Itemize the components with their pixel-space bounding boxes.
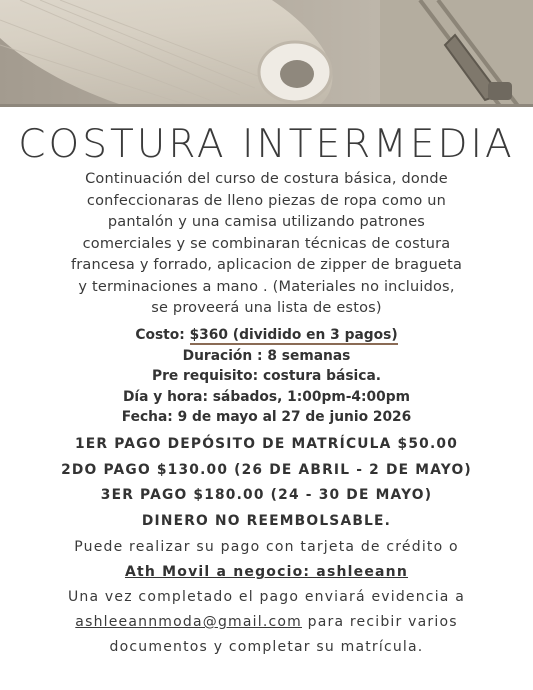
course-description [0, 169, 533, 320]
payment-instructions [0, 535, 533, 660]
email-line [0, 610, 533, 635]
description-line: comerciales y se combinaran técnicas de costura [82, 235, 451, 252]
card-payment-text: Puede realizar su pago con tarjeta de crédito o [74, 539, 459, 555]
description-line: Continuación del curso de costura básica, donde [85, 171, 448, 187]
evidence-text: Una vez completado el pago enviará evidencia a [67, 589, 465, 605]
cost-label: Costo: [135, 327, 190, 343]
email-link[interactable]: ashleeannmoda@gmail.com [75, 614, 302, 630]
cost-line [0, 325, 533, 346]
description-line: pantalón y una camisa utilizando patrones [107, 214, 426, 230]
sewing-thread-image [0, 0, 533, 106]
header-divider [0, 104, 533, 107]
description-line: y terminaciones a mano . (Materiales no incluidos, [78, 278, 455, 295]
description-line: francesa y forrado, aplicacion de zipper de bragueta [70, 257, 463, 273]
schedule: Día y hora: sábados, 1:00pm-4:00pm [122, 388, 410, 405]
course-info [0, 325, 533, 428]
description-line: confeccionaras de lleno piezas de ropa como un [86, 192, 447, 209]
page-title: COSTURA INTERMEDIA [18, 122, 515, 167]
cost-value: $360 (dividido en 3 pagos) [189, 327, 398, 343]
prerequisite: Pre requisito: costura básica. [151, 368, 382, 384]
email-line-rest: para recibir varios [302, 614, 458, 630]
header-photo [0, 0, 533, 106]
payment-line: 2DO PAGO $130.00 (26 DE ABRIL - 2 DE MAYO) [61, 461, 472, 478]
payment-schedule [0, 432, 533, 534]
payment-line: 3ER PAGO $180.00 (24 - 30 DE MAYO) [100, 487, 433, 503]
description-line: se proveerá una lista de estos) [151, 300, 382, 316]
refund-notice: DINERO NO REEMBOLSABLE. [141, 512, 392, 529]
duration: Duración : 8 semanas [182, 347, 351, 364]
payment-line: 1ER PAGO DEPÓSITO DE MATRÍCULA $50.00 [75, 436, 458, 452]
dates: Fecha: 9 de mayo al 27 de junio 2026 [121, 409, 412, 425]
enrollment-text: documentos y completar su matrícula. [109, 639, 424, 655]
ath-movil-link[interactable]: Ath Movil a negocio: ashleeann [124, 564, 409, 580]
